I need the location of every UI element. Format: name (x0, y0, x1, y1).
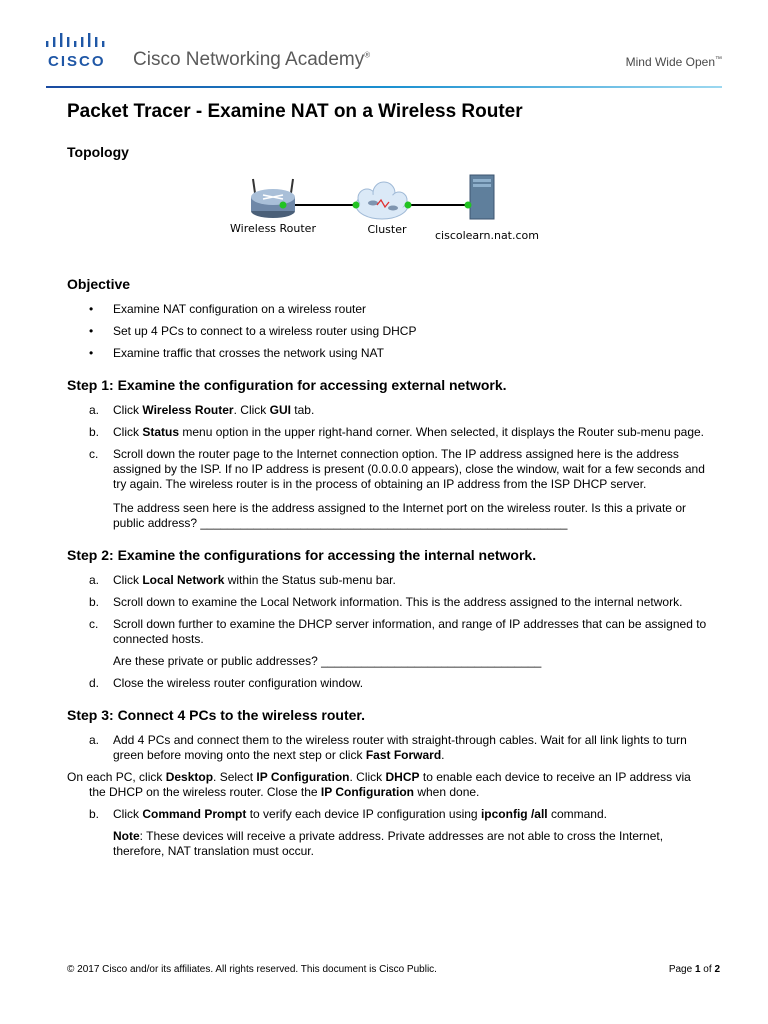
step2-item-b: b. Scroll down to examine the Local Network information. This is the address assigned to the internal network. (89, 595, 683, 609)
step2-item-c: c. Scroll down further to examine the DHCP server information, and range of IP addresses that can be assigned to connected hosts. (89, 617, 707, 646)
step1-item-c: c. Scroll down the router page to the Internet connection option. The IP address assigned here is the address assigned by the ISP. If no IP address is present (0.0.0.0 appears), close the window, wait for a few seconds and try again. The wireless router is in the process of obtaining an IP address from the ISP DHCP server. (89, 447, 705, 491)
step1-item-a: a. Click Wireless Router. Click GUI tab. (89, 403, 315, 417)
step2-list (67, 573, 707, 647)
tagline: Mind Wide Open™ (625, 55, 722, 69)
step1-item-b: b. Click Status menu option in the upper right-hand corner. When selected, it displays the Router sub-menu page. (89, 425, 705, 439)
step3-note: Note: These devices will receive a private address. Private addresses are not able to cross the Internet, therefore, NAT translation must occur. (113, 829, 664, 858)
list-item: • Examine traffic that crosses the network using NAT (67, 346, 707, 361)
objective-list (67, 302, 707, 361)
page-title: Packet Tracer - Examine NAT on a Wireless Router (67, 101, 523, 122)
topology-diagram (227, 171, 707, 269)
step3-list (67, 733, 707, 763)
step1-list (67, 403, 707, 492)
step2-item-a: a. Click Local Network within the Status sub-menu bar. (89, 573, 396, 587)
topology-graphic (227, 171, 547, 269)
step2-list-continued (67, 676, 707, 691)
step2-question: Are these private or public addresses? _________________________________ (113, 654, 542, 668)
step3-heading: Step 3: Connect 4 PCs to the wireless router. (67, 707, 365, 723)
step3-item-b: b. Click Command Prompt to verify each device IP configuration using ipconfig /all command. (89, 807, 607, 821)
document-body (67, 96, 707, 866)
trademark-mark: ™ (715, 56, 722, 63)
router-label: Wireless Router (230, 222, 316, 235)
server-label: ciscolearn.nat.com (435, 229, 539, 242)
cluster-right-link-light (405, 202, 412, 209)
topology-heading: Topology (67, 144, 129, 160)
step2-heading: Step 2: Examine the configurations for accessing the internal network. (67, 547, 537, 563)
step3-pc-instructions: On each PC, click Desktop. Select IP Configuration. Click DHCP to enable each device to receive an IP address via the DHCP on the wireless router. Close the IP Configuration when done. (67, 770, 691, 799)
objective-heading: Objective (67, 276, 131, 292)
server-icon[interactable] (470, 175, 494, 219)
step1-question: The address seen here is the address assigned to the Internet port on the wireless router. Is this a private or public address? _______________________________________________________ (113, 501, 686, 530)
registered-mark: ® (364, 50, 371, 60)
step1-heading: Step 1: Examine the configuration for accessing external network. (67, 377, 507, 393)
academy-name: Cisco Networking Academy® (133, 49, 371, 70)
list-item: • Set up 4 PCs to connect to a wireless router using DHCP (67, 324, 707, 339)
list-item: • Examine NAT configuration on a wireless router (67, 302, 707, 317)
cluster-cloud-icon[interactable] (356, 182, 408, 219)
wireless-router-icon[interactable] (251, 179, 295, 218)
page-header (0, 0, 768, 88)
header-divider (46, 86, 722, 88)
cisco-wordmark: CISCO (48, 53, 106, 70)
server-link-light (465, 202, 472, 209)
step3-list-continued (67, 807, 707, 822)
footer-page-number: Page 1 of 2 (668, 964, 720, 975)
step3-item-a: a. Add 4 PCs and connect them to the wireless router with straight-through cables. Wait for all link lights to turn green before moving onto the next step or click Fast Forward. (89, 733, 687, 762)
cluster-label: Cluster (367, 223, 407, 236)
cisco-bridge-logo-icon (44, 32, 114, 50)
footer-copyright: © 2017 Cisco and/or its affiliates. All rights reserved. This document is Cisco Public. (67, 964, 437, 975)
cluster-left-link-light (353, 202, 360, 209)
router-link-light (280, 202, 287, 209)
step2-item-d: d. Close the wireless router configuration window. (89, 676, 364, 690)
